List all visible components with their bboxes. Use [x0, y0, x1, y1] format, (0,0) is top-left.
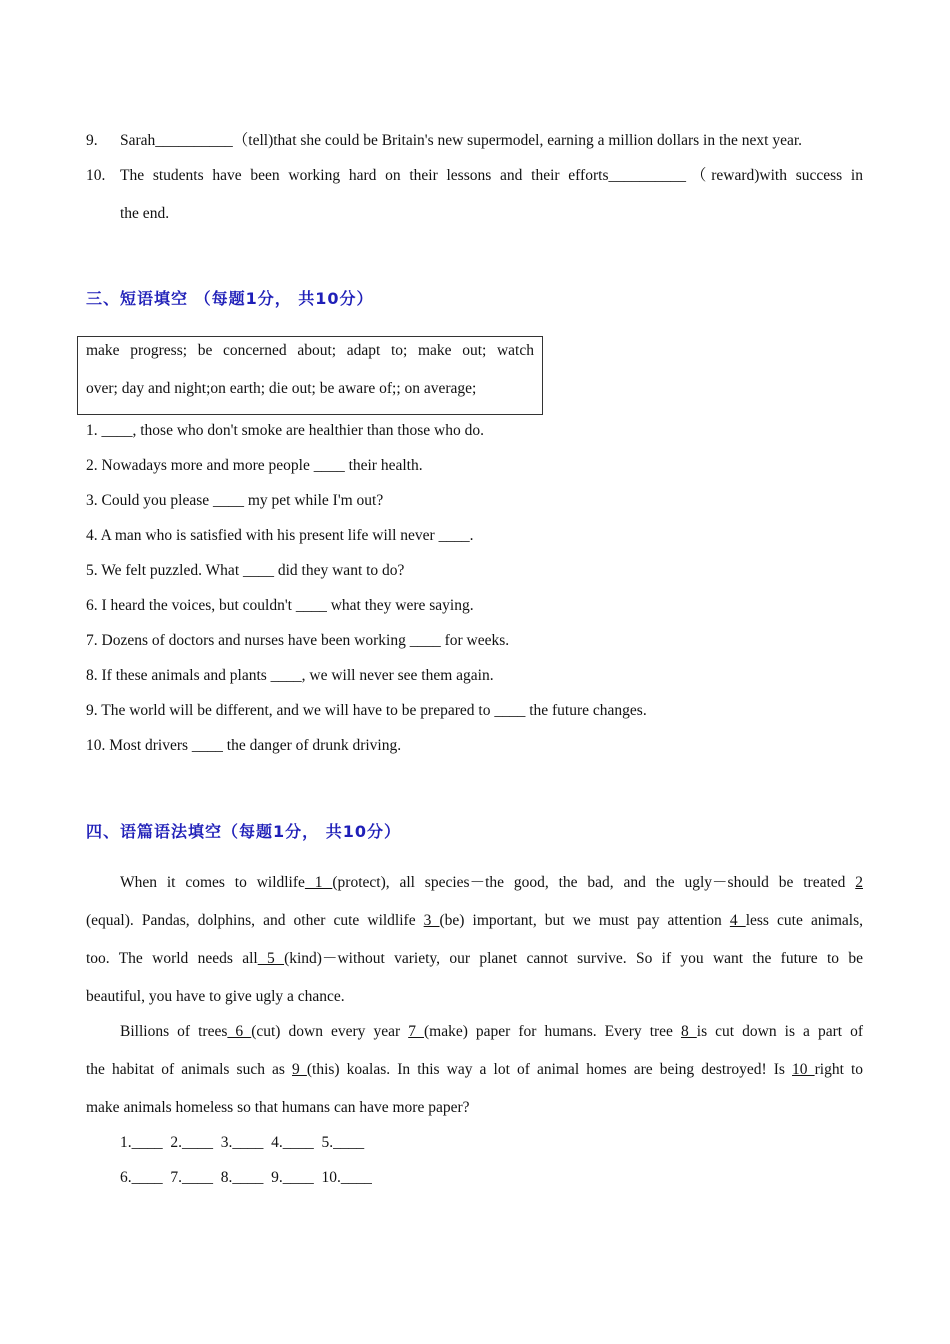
phrase-bank-line-1: make progress; be concerned about; adapt to; make out; watch [86, 342, 534, 359]
blank-7: 7 [408, 1023, 424, 1040]
s3-question-6: 6. I heard the voices, but couldn't ____ what they were saying. [86, 597, 474, 614]
passage-p1-line-1: When it comes to wildlife 1 (protect), all species－the good, the bad, and the ugly－should be treated 2 [120, 874, 863, 891]
blank-3: 3 [423, 912, 440, 929]
s3-question-3: 3. Could you please ____ my pet while I'm out? [86, 492, 384, 509]
blank-1: 1 [304, 874, 333, 891]
section-4-heading: 四、语篇语法填空（每题1分， 共10分） [86, 822, 401, 841]
phrase-bank-line-2: over; day and night;on earth; die out; be aware of;; on average; [86, 380, 477, 397]
passage-p2-line-2: the habitat of animals such as 9 (this) koalas. In this way a lot of animal homes are being destroyed! Is 10 right to [86, 1061, 864, 1078]
s3-question-8: 8. If these animals and plants ____, we will never see them again. [86, 667, 494, 684]
worksheet-page: 9. Sarah__________（tell)that she could be Britain's new supermodel, earning a million dollars in the next year. 10. The students have been working hard on their lessons and their efforts__________（reward)with success in the end. 三、短语填空 （每题1分， 共10分） make progress; be concerned about; adapt to; make out; watch over; day and night;on earth; die out; be aware of;; on average; 1. ____, those who don't smoke are healthier than those who do. 2. Nowadays more and more people ____ their health. 3. Could you please ____ my pet while I'm out? 4. A man who is satisfied with his present life will never ____. 5. We felt puzzled. What ____ did they want to do? 6. I heard the voices, but couldn't ____ what they were saying. 7. Dozens of doctors and nurses have been working ____ for weeks. 8. If these animals and plants ____, we will never see them again. 9. The world will be different, and we will have to be prepared to ____ the future changes. 10. Most drivers ____ the danger of drunk driving. 四、语篇语法填空（每题1分， 共10分） When it comes to wildlife 1 (protect), all species－the good, the bad, and the ugly－should be treated 2 (equal). Pandas, dolphins, and other cute wildlife 3 (be) important, but we must pay attention 4 less cute animals, too. The world needs all 5 (kind)－without variety, our planet cannot survive. So if you want the future to be beautiful, you have to give ugly a chance. Billions of trees 6 (cut) down every year 7 (make) paper for humans. Every tree 8 is cut down is a part of the habitat of animals such as 9 (this) koalas. In this way a lot of animal homes are being destroyed! Is 10 right to make animals homeless so that humans can have more paper? 1.____ 2.____ 3.____ 4.____ 5.____ 6.____ 7.____ 8.____ 9.____ 10.____ [0, 0, 950, 1344]
s3-question-5: 5. We felt puzzled. What ____ did they want to do? [86, 562, 405, 579]
blank-4: 4 [729, 912, 746, 929]
answer-line-1: 1.____ 2.____ 3.____ 4.____ 5.____ [120, 1134, 365, 1151]
passage-p2-line-3: make animals homeless so that humans can have more paper? [86, 1099, 470, 1116]
blank-10: 10 [792, 1061, 815, 1078]
question-10-cont: the end. [120, 205, 170, 222]
s3-question-4: 4. A man who is satisfied with his present life will never ____. [86, 527, 474, 544]
s3-question-9: 9. The world will be different, and we will have to be prepared to ____ the future changes. [86, 702, 647, 719]
blank-5: 5 [257, 950, 285, 967]
passage-p1-line-4: beautiful, you have to give ugly a chance. [86, 988, 345, 1005]
passage-p1-line-3: too. The world needs all 5 (kind)－without variety, our planet cannot survive. So if you want the future to be [86, 950, 863, 967]
passage-p1-line-2: (equal). Pandas, dolphins, and other cute wildlife 3 (be) important, but we must pay attention 4 less cute animals, [86, 912, 864, 929]
s3-question-10: 10. Most drivers ____ the danger of drunk driving. [86, 737, 402, 754]
section-3-heading: 三、短语填空 （每题1分， 共10分） [86, 289, 374, 308]
blank-2: 2 [855, 874, 863, 891]
blank-9: 9 [292, 1061, 307, 1078]
s3-question-7: 7. Dozens of doctors and nurses have been working ____ for weeks. [86, 632, 510, 649]
blank-8: 8 [680, 1023, 697, 1040]
s3-question-1: 1. ____, those who don't smoke are healthier than those who do. [86, 422, 484, 439]
passage-p2-line-1: Billions of trees 6 (cut) down every year 7 (make) paper for humans. Every tree 8 is cut down is a part of [120, 1023, 863, 1040]
blank-6: 6 [227, 1023, 252, 1040]
answer-line-2: 6.____ 7.____ 8.____ 9.____ 10.____ [120, 1169, 372, 1186]
s3-question-2: 2. Nowadays more and more people ____ their health. [86, 457, 423, 474]
